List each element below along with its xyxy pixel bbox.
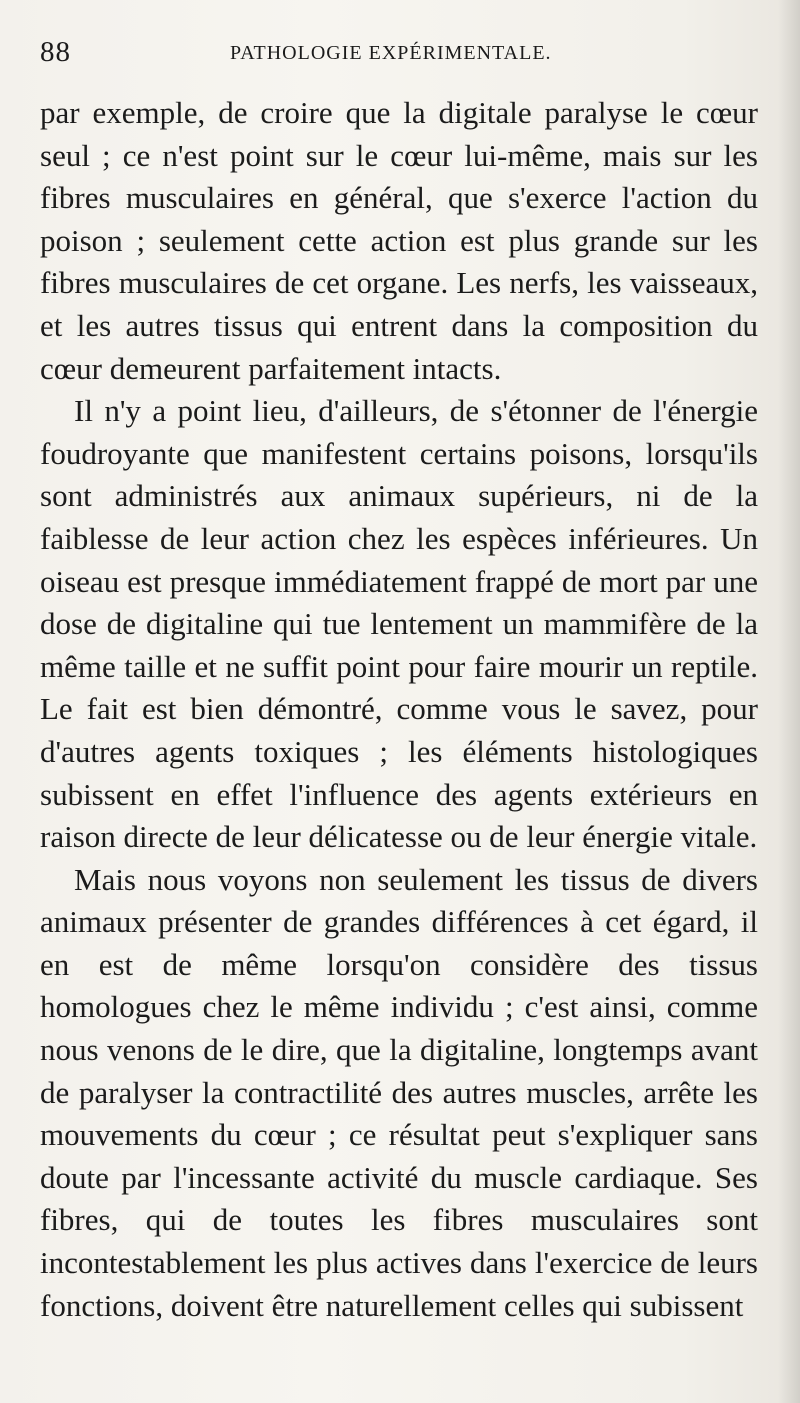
page-header — [40, 30, 760, 80]
body-text — [40, 92, 758, 1327]
paragraph-continued: par exemple, de croire que la digitale paralyse le cœur seul ; ce n'est point sur le cœur lui-même, mais sur les fibres musculaires en général, que s'exerce l'action du poison ; seulement cette action est plus grande sur les fibres musculaires de cet organe. Les nerfs, les vaisseaux, et les autres tissus qui entrent dans la composition du cœur demeurent parfaitement intacts. — [40, 95, 758, 386]
running-head: PATHOLOGIE EXPÉRIMENTALE. — [230, 42, 552, 64]
page-number: 88 — [40, 36, 71, 68]
paragraph: Mais nous voyons non seulement les tissus de divers animaux présenter de grandes différences à cet égard, il en est de même lorsqu'on considère des tissus homologues chez le même individu ; c'est ainsi, comme nous venons de le dire, que la digitaline, longtemps avant de paralyser la contractilité des autres muscles, arrête les mouvements du cœur ; ce résultat peut s'expliquer sans doute par l'incessante activité du muscle cardiaque. Ses fibres, qui de toutes les fibres musculaires sont incontestablement les plus actives dans l'exercice de leurs fonctions, doivent être naturellement celles qui subissent — [40, 861, 758, 1323]
paragraph: Il n'y a point lieu, d'ailleurs, de s'étonner de l'énergie foudroyante que manifestent certains poisons, lorsqu'ils sont administrés aux animaux supérieurs, ni de la faiblesse de leur action chez les espèces inférieures. Un oiseau est presque immédiatement frappé de mort par une dose de digitaline qui tue lentement un mammifère de la même taille et ne suffit point pour faire mourir un reptile. Le fait est bien démontré, comme vous le savez, pour d'autres agents toxiques ; les éléments histologiques subissent en effet l'influence des agents extérieurs en raison directe de leur délicatesse ou de leur énergie vitale. — [40, 393, 758, 855]
page-edge-shadow — [778, 0, 800, 1403]
